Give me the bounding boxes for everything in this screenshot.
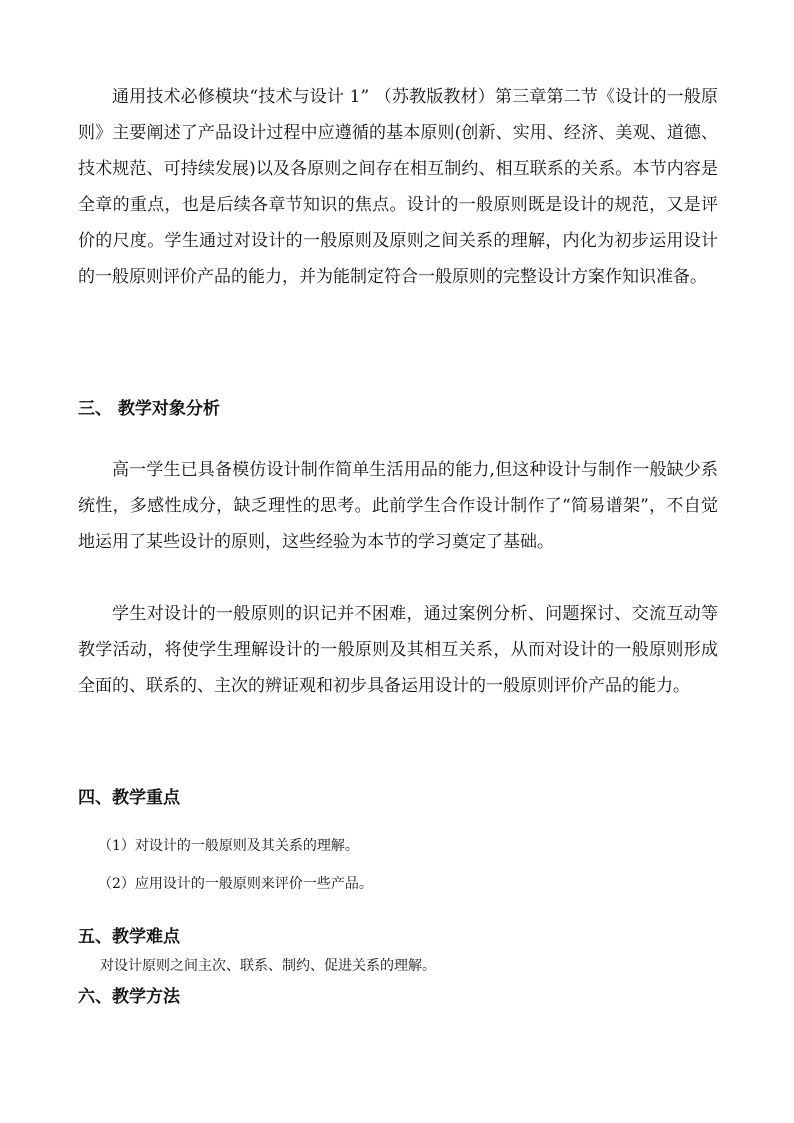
difficulty-text: 对设计原则之间主次、联系、制约、促进关系的理解。 xyxy=(100,958,436,974)
learner-analysis-paragraph-1: 高一学生已具备模仿设计制作简单生活用品的能力,但这种设计与制作一般缺少系统性，多感性成分，缺乏理性的思考。此前学生合作设计制作了“简易谱架”，不自觉地运用了某些设计的原则，这些经验为本节的学习奠定了基础。 xyxy=(78,460,718,552)
key-point-item-1: （1）对设计的一般原则及其关系的理解。 xyxy=(98,838,359,854)
section-heading-teaching-methods: 六、教学方法 xyxy=(78,987,180,1007)
key-point-item-2: （2）应用设计的一般原则来评价一些产品。 xyxy=(98,876,373,892)
learner-analysis-paragraph-2: 学生对设计的一般原则的识记并不困难，通过案例分析、问题探讨、交流互动等教学活动，将使学生理解设计的一般原则及其相互关系，从而对设计的一般原则形成全面的、联系的、主次的辨证观和初步具备运用设计的一般原则评价产品的能力。 xyxy=(78,604,718,696)
section-heading-difficulties: 五、教学难点 xyxy=(78,927,180,947)
section-heading-key-points: 四、教学重点 xyxy=(78,788,180,808)
intro-paragraph: 通用技术必修模块“技术与设计 1” （苏教版教材）第三章第二节《设计的一般原则》主要阐述了产品设计过程中应遵循的基本原则(创新、实用、经济、美观、道德、技术规范、可持续发展)以及各原则之间存在相互制约、相互联系的关系。本节内容是全章的重点，也是后续各章节知识的焦点。设计的一般原则既是设计的规范，又是评价的尺度。学生通过对设计的一般原则及原则之间关系的理解，内化为初步运用设计的一般原则评价产品的能力，并为能制定符合一般原则的完整设计方案作知识准备。 xyxy=(78,87,718,287)
section-heading-learner-analysis: 三、 教学对象分析 xyxy=(78,399,220,419)
